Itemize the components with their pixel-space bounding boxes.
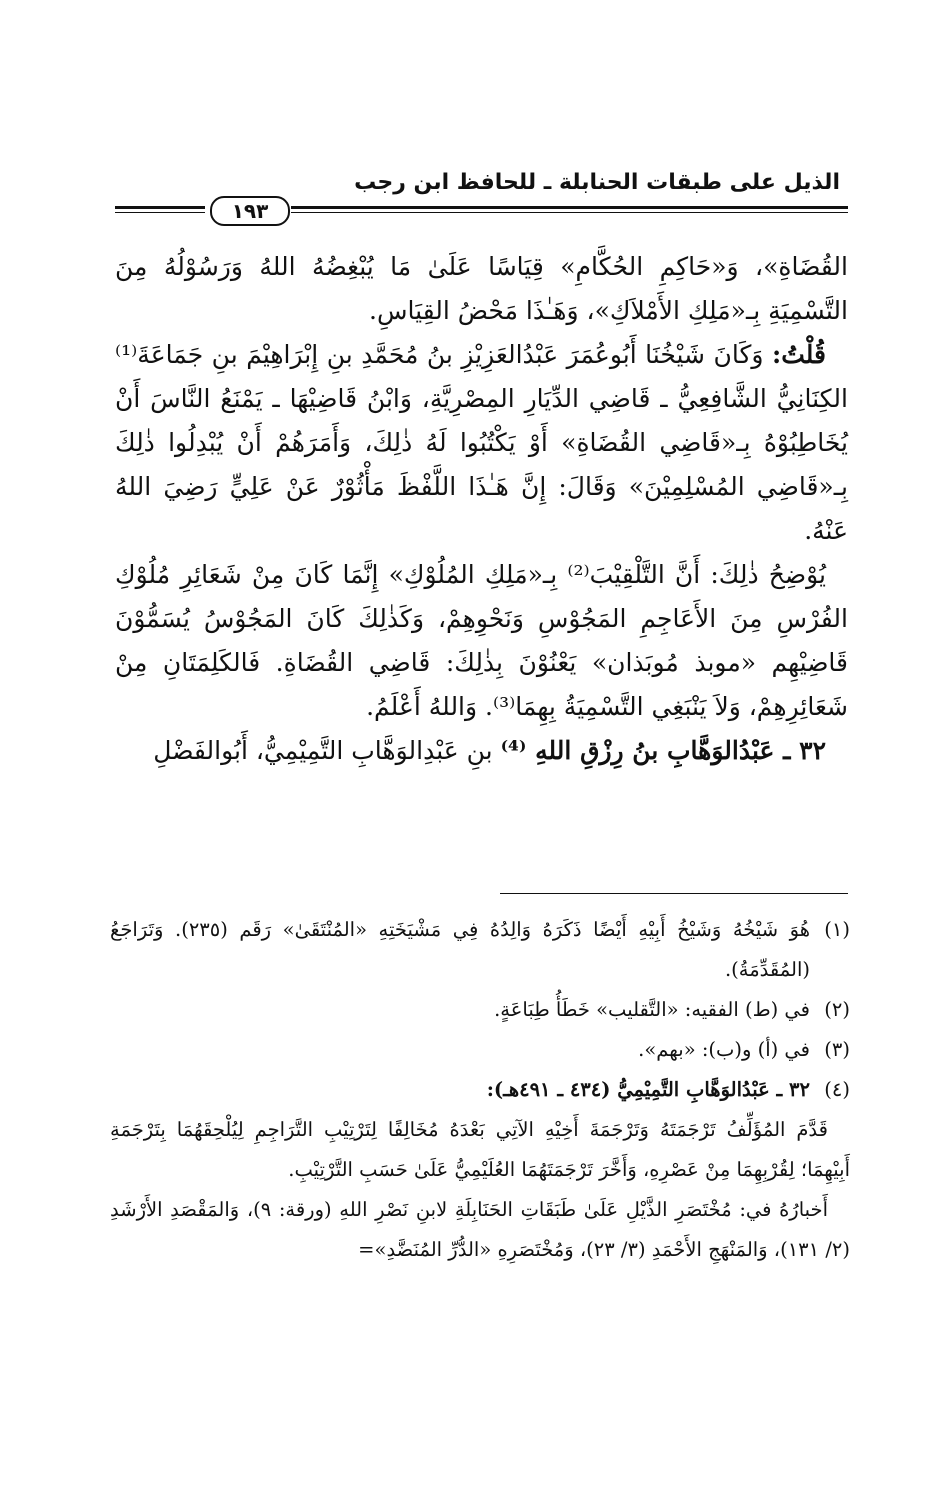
footnote-divider — [500, 893, 848, 894]
footnote-paragraph: قَدَّمَ المُؤَلِّفُ تَرْجَمَتَهُ وَتَرْجَمَةَ أَخِيْهِ الآتِي بَعْدَهُ مُخَالِفًا لِتَرْتِيْبِ التَّرَاجِمِ لِيُلْحِقَهُمَا بِتَرْجَمَةِ أَبِيْهِمَا؛ لِقُرْبِهِمَا مِنْ عَصْرِهِ، وَأَخَّرَ تَرْجَمَتَهُمَا العُلَيْمِيُّ عَلَىٰ حَسَبِ التَّرْتِيْبِ. — [110, 1118, 850, 1181]
rule-left-thin — [115, 212, 205, 213]
footnotes — [110, 910, 850, 1270]
paragraph: القُضَاةِ»، وَ«حَاكِمِ الحُكَّامِ» قِيَاسًا عَلَىٰ مَا يُبْغِضُهُ اللهُ وَرَسُوْلُهُ مِنَ التَّسْمِيَةِ بِـ«مَلِكِ الأَمْلاَكِ»، وَهَـٰذَا مَحْضُ القِيَاسِ. — [115, 252, 848, 325]
entry-heading: ٣٢ ـ عَبْدُالوَهَّابِ بنُ رِزْقِ اللهِ ⁽⁴⁾ — [500, 736, 826, 765]
paragraph-text: وَكَانَ شَيْخُنَا أَبُوعُمَرَ عَبْدُالعَزِيْزِ بنُ مُحَمَّدِ بنِ إِبْرَاهِيْمَ بنِ جَمَاعَةَ⁽¹⁾ الكِنَانِيُّ الشَّافِعِيُّ ـ قَاضِي الدِّيَارِ المِصْرِيَّةِ، وَابْنُ قَاضِيْهَا ـ يَمْنَعُ النَّاسَ أَنْ يُخَاطِبُوْهُ بِـ«قَاضِي القُضَاةِ» أَوْ يَكْتُبُوا لَهُ ذٰلِكَ، وَأَمَرَهُمْ أَنْ يُبْدِلُوا ذٰلِكَ بِـ«قَاضِي المُسْلِمِيْنَ» وَقَالَ: إِنَّ هَـٰذَا اللَّفْظَ مَأْثُوْرٌ عَنْ عَلِيٍّ رَضِيَ اللهُ عَنْهُ. — [115, 340, 848, 545]
header-rule — [115, 196, 848, 226]
main-text — [115, 245, 848, 773]
footnote — [110, 1030, 850, 1070]
footnote — [110, 990, 850, 1030]
rule-left-thick — [115, 206, 205, 209]
footnote-number: (١) — [824, 918, 850, 941]
footnote-number: (٤) — [824, 1078, 850, 1101]
rule-right-thin — [291, 212, 848, 213]
footnote-text: في (ط) الفقيه: «التَّقليب» خَطَأُ طِبَاعَةٍ. — [494, 998, 810, 1021]
paragraph — [115, 729, 848, 773]
paragraph-lead: قُلْتُ: — [771, 340, 826, 369]
footnote-text: هُوَ شَيْخُهُ وَشَيْخُ أَبِيْهِ أَيْضًا ذَكَرَهُ وَالِدُهُ فِي مَشْيَخَتِهِ «المُنْتَقَىٰ» رَقَم (٢٣٥). وَتَرَاجَعُ (المُقَدِّمَةُ). — [110, 918, 810, 981]
footnote-number: (٢) — [824, 998, 850, 1021]
rule-right-thick — [291, 206, 848, 209]
page-header — [115, 168, 840, 198]
footnote-text: في (أ) و(ب): «بهم». — [638, 1038, 810, 1061]
paragraph — [115, 333, 848, 553]
footnote — [110, 910, 850, 990]
running-title: الذيل على طبقات الحنابلة ـ للحافظ ابن رجب — [354, 170, 840, 195]
paragraph: يُوْضِحُ ذٰلِكَ: أَنَّ التَّلْقِيْبَ⁽²⁾ بِـ«مَلِكِ المُلُوْكِ» إِنَّمَا كَانَ مِنْ شَعَائِرِ مُلُوْكِ الفُرْسِ مِنَ الأَعَاجِمِ المَجُوْسِ وَنَحْوِهِمْ، وَكَذٰلِكَ كَانَ المَجُوْسُ يُسَمُّوْنَ قَاضِيْهِم «موبذ مُوبَذان» يَعْنُوْنَ بِذٰلِكَ: قَاضِي القُضَاةِ. فَالكَلِمَتَانِ مِنْ شَعَائِرِهِمْ، وَلاَ يَنْبَغِي التَّسْمِيَةُ بِهِمَا⁽³⁾. وَاللهُ أَعْلَمُ. — [115, 560, 848, 721]
footnote — [110, 1070, 850, 1110]
page-number: ١٩٣ — [210, 196, 290, 226]
footnote-number: (٣) — [824, 1038, 850, 1061]
footnote-paragraph: أَخبارُهُ في: مُخْتَصَرِ الذَّيْلِ عَلَىٰ طَبَقَاتِ الحَنَابِلَةِ لابنِ نَصْرِ اللهِ (ورقة: ٩)، وَالمَقْصَدِ الأَرْشَدِ (٢/ ١٣١)، وَالمَنْهَجِ الأَحْمَدِ (٣/ ٢٣)، وَمُخْتَصَرِهِ «الدُّرِّ المُنَضَّدِ»= — [110, 1198, 850, 1261]
footnote-text: ٣٢ ـ عَبْدُالوَهَّابِ التَّمِيْمِيُّ (٤٣٤ ـ ٤٩١هـ): — [486, 1078, 810, 1101]
paragraph-text: بنِ عَبْدِالوَهَّابِ التَّمِيْمِيُّ، أَبُوالفَضْلِ — [153, 736, 493, 765]
